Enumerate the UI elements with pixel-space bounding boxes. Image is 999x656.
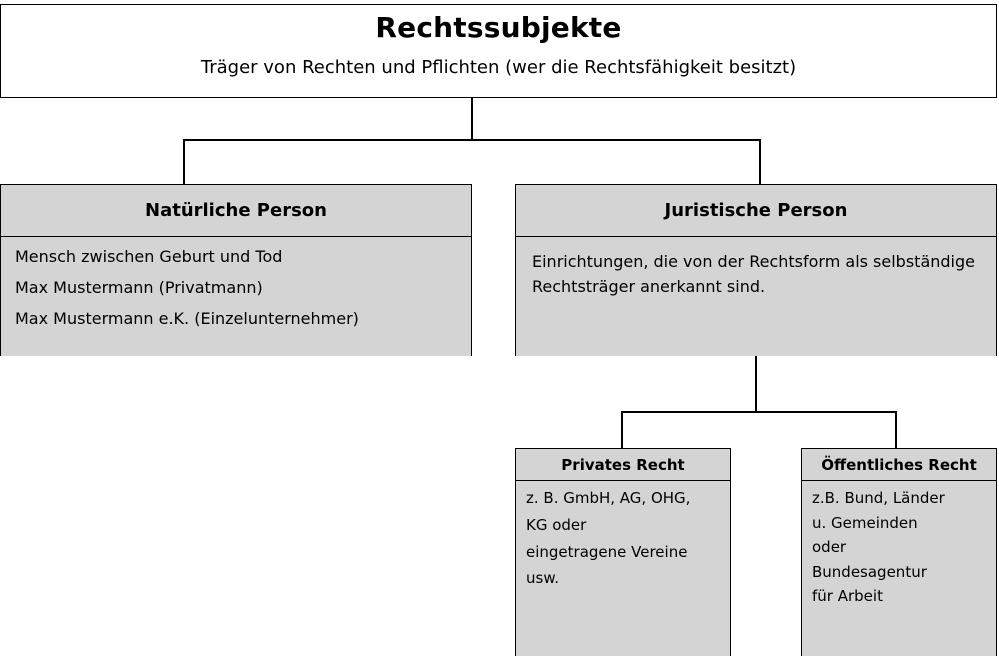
node-juristische-person-text: Einrichtungen, die von der Rechtsform als selbständige Rechtsträger anerkannt sind. (532, 252, 975, 296)
connector-bottom-horizontal (621, 411, 897, 413)
list-item: Mensch zwischen Geburt und Tod (15, 247, 283, 266)
node-juristische-person (515, 184, 997, 356)
node-juristische-person-body (516, 237, 996, 356)
connector-to-privates-recht (621, 411, 623, 448)
connector-root-down (471, 98, 473, 140)
list-item: z. B. GmbH, AG, OHG, (526, 489, 691, 507)
connector-to-natuerliche-person (183, 139, 185, 184)
node-oeffentliches-recht-body (802, 481, 996, 656)
list-item: u. Gemeinden (812, 513, 918, 532)
node-privates-recht-body (516, 481, 730, 656)
connector-juristische-person-down (755, 356, 757, 412)
node-natuerliche-person-header: Natürliche Person (1, 185, 471, 237)
node-rechtssubjekte (0, 4, 997, 98)
node-oeffentliches-recht (801, 448, 997, 656)
node-natuerliche-person-body (1, 237, 471, 356)
list-item: Bundesagentur (812, 562, 927, 581)
connector-to-juristische-person (759, 139, 761, 184)
list-item: für Arbeit (812, 587, 883, 605)
node-rechtssubjekte-title: Rechtssubjekte (375, 11, 622, 44)
list-item: oder (812, 538, 847, 556)
list-item: usw. (526, 569, 559, 588)
node-privates-recht-header: Privates Recht (516, 449, 730, 481)
connector-to-oeffentliches-recht (895, 411, 897, 448)
node-oeffentliches-recht-header: Öffentliches Recht (802, 449, 996, 481)
node-rechtssubjekte-subtitle: Träger von Rechten und Pflichten (wer die Rechtsfähigkeit besitzt) (200, 57, 797, 78)
connector-top-horizontal (183, 139, 761, 141)
node-juristische-person-header: Juristische Person (516, 185, 996, 237)
node-natuerliche-person (0, 184, 472, 356)
node-privates-recht (515, 448, 731, 656)
list-item: eingetragene Vereine (526, 542, 688, 561)
list-item: z.B. Bund, Länder (812, 489, 945, 507)
list-item: Max Mustermann (Privatmann) (15, 277, 263, 297)
list-item: KG oder (526, 515, 587, 534)
list-item: Max Mustermann e.K. (Einzelunternehmer) (15, 308, 359, 328)
